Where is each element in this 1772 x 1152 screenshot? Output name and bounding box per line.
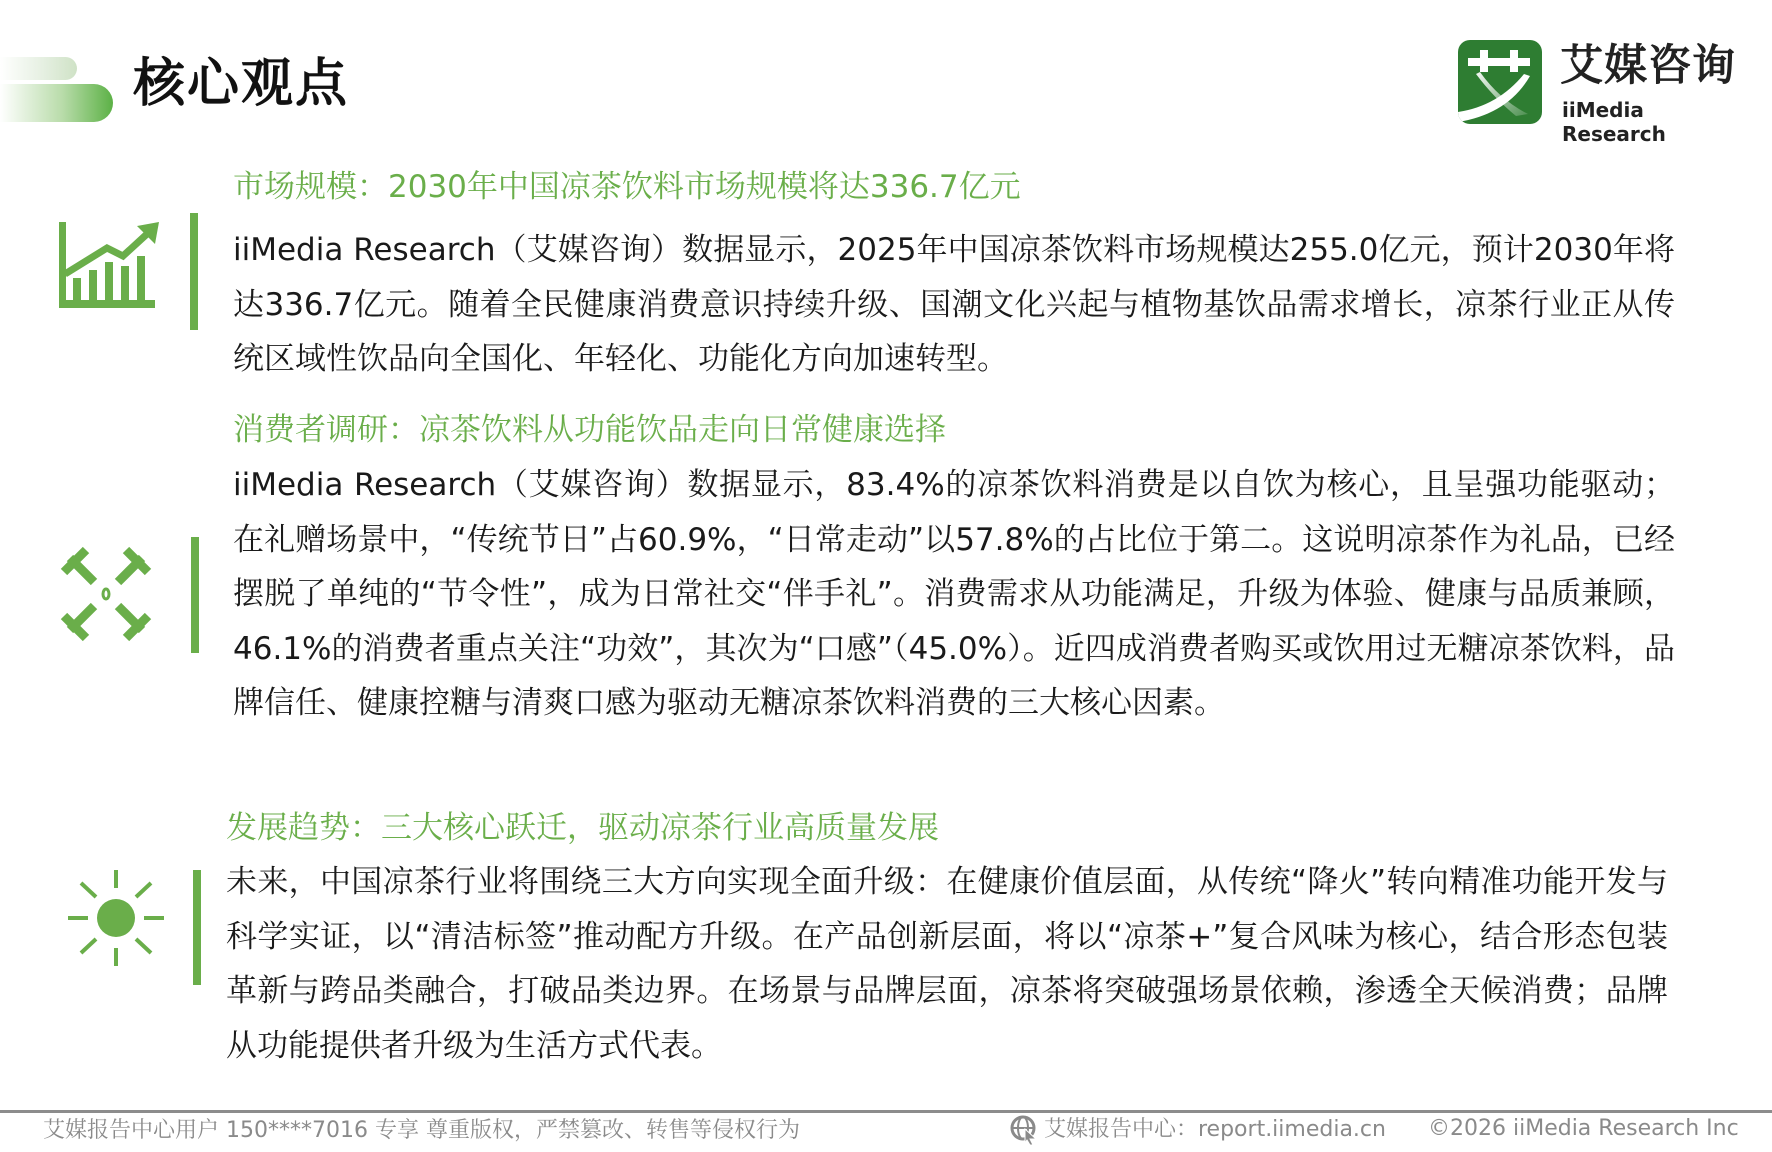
- iimedia-logo-icon: [1458, 40, 1542, 124]
- section-heading: 消费者调研：凉茶饮料从功能饮品走向日常健康选择: [233, 412, 946, 448]
- target-focus-icon: [58, 546, 154, 646]
- logo-text-cn: 艾媒咨询: [1560, 41, 1736, 91]
- footer-user-notice: 艾媒报告中心用户 150****7016 专享 尊重版权，严禁篡改、转售等侵权行为: [43, 1118, 800, 1143]
- page-title: 核心观点: [133, 54, 350, 114]
- section-body: iiMedia Research（艾媒咨询）数据显示，2025年中国凉茶饮料市场规模达255.0亿元，预计2030年将达336.7亿元。随着全民健康消费意识持续升级、国潮文化兴起与植物基饮品需求增长，凉茶行业正从传统区域性饮品向全国化、年轻化、功能化方向加速转型。: [233, 232, 1675, 377]
- section-body: iiMedia Research（艾媒咨询）数据显示，83.4%的凉茶饮料消费是以自饮为核心，且呈强功能驱动；在礼赠场景中，“传统节日”占60.9%，“日常走动”以57.8%的占比位于第二。这说明凉茶作为礼品，已经摆脱了单纯的“节令性”，成为日常社交“伴手礼”。消费需求从功能满足，升级为体验、健康与品质兼顾，46.1%的消费者重点关注“功效”，其次为“口感”（45.0%）。近四成消费者购买或饮用过无糖凉茶饮料，品牌信任、健康控糖与清爽口感为驱动无糖凉茶饮料消费的三大核心因素。: [233, 467, 1675, 721]
- section-heading: 发展趋势：三大核心跃迁，驱动凉茶行业高质量发展: [226, 810, 939, 846]
- section-heading: 市场规模：2030年中国凉茶饮料市场规模将达336.7亿元: [233, 169, 1021, 205]
- accent-bar: [193, 870, 201, 985]
- report-center-link[interactable]: 艾媒报告中心：report.iimedia.cn: [1044, 1117, 1386, 1142]
- footer-report-center[interactable]: [1010, 1115, 1386, 1145]
- globe-cursor-icon: [1010, 1115, 1038, 1145]
- growth-chart-icon: [59, 220, 159, 314]
- section-body: 未来，中国凉茶行业将围绕三大方向实现全面升级：在健康价值层面，从传统“降火”转向精准功能开发与科学实证，以“清洁标签”推动配方升级。在产品创新层面，将以“凉茶+”复合风味为核心，结合形态包装革新与跨品类融合，打破品类边界。在场景与品牌层面，凉茶将突破强场景依赖，渗透全天候消费；品牌从功能提供者升级为生活方式代表。: [226, 864, 1668, 1064]
- footer-copyright: ©2026 iiMedia Research Inc: [1428, 1116, 1739, 1141]
- sun-icon: [64, 866, 168, 974]
- decorative-bar-top: [0, 57, 77, 80]
- logo-text-en: iiMedia Research: [1562, 98, 1666, 146]
- accent-bar: [191, 537, 199, 653]
- brand-logo: [1458, 40, 1738, 146]
- footer-divider: [0, 1110, 1772, 1113]
- accent-bar: [190, 213, 198, 330]
- decorative-bar-bottom: [0, 84, 113, 122]
